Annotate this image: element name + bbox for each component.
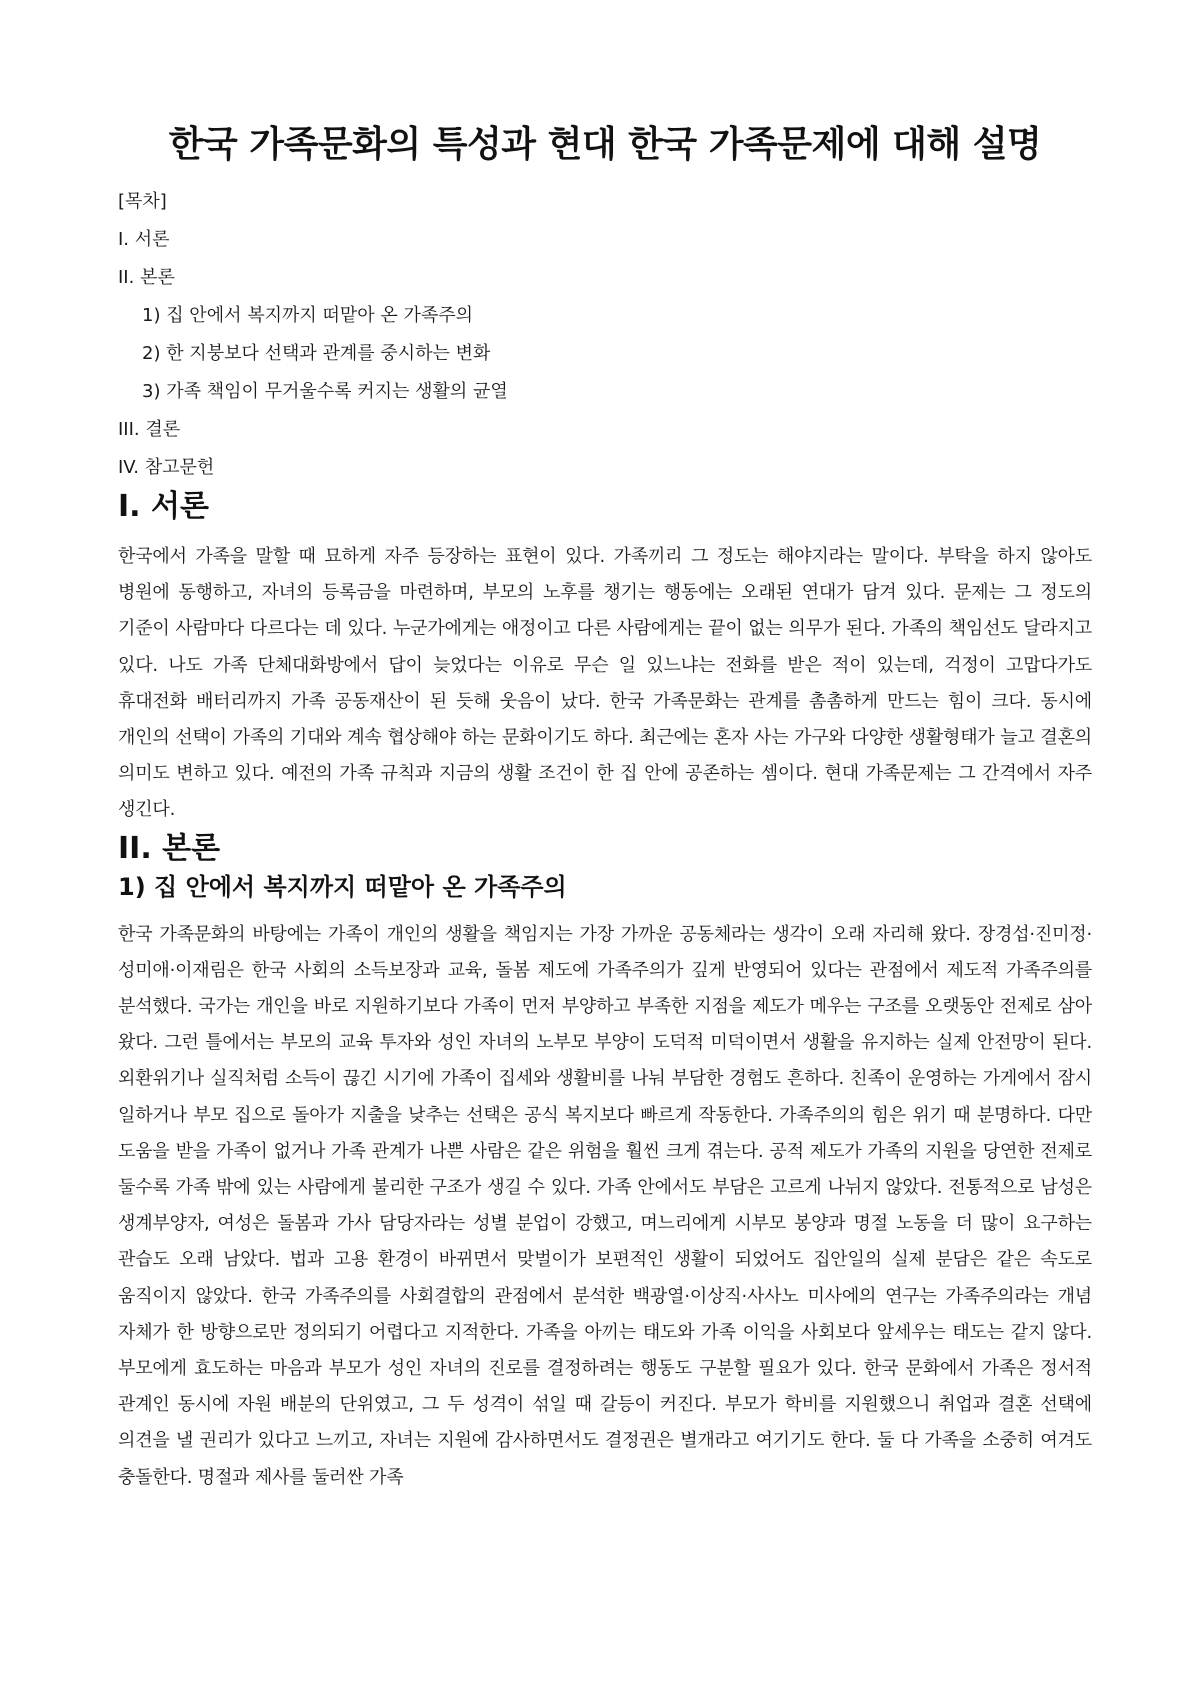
introduction-paragraph: 한국에서 가족을 말할 때 묘하게 자주 등장하는 표현이 있다. 가족끼리 그 정도는 해야지라는 말이다. 부탁을 하지 않아도 병원에 동행하고, 자녀의 등록금을 마련하며, 부모의 노후를 챙기는 행동에는 오래된 연대가 담겨 있다. 문제는 그 정도의 기준이 사람마다 다르다는 데 있다. 누군가에게는 애정이고 다른 사람에게는 끝이 없는 의무가 된다. 가족의 책임선도 달라지고 있다. 나도 가족 단체대화방에서 답이 늦었다는 이유로 무슨 일 있느냐는 전화를 받은 적이 있는데, 걱정이 고맙다가도 휴대전화 배터리까지 가족 공동재산이 된 듯해 웃음이 났다. 한국 가족문화는 관계를 촘촘하게 만드는 힘이 크다. 동시에 개인의 선택이 가족의 기대와 계속 협상해야 하는 문화이기도 하다. 최근에는 혼자 사는 가구와 다양한 생활형태가 늘고 결혼의 의미도 변하고 있다. 예전의 가족 규칙과 지금의 생활 조건이 한 집 안에 공존하는 셈이다. 현대 가족문제는 그 간격에서 자주 생긴다. [118,546,1092,821]
toc-item-references: IV. 참고문헌 [118,457,215,478]
toc-item-conclusion: III. 결론 [118,419,181,440]
toc-item-body-section-1: 1) 집 안에서 복지까지 떠맡아 온 가족주의 [142,305,474,326]
body-heading: II. 본론 [118,830,221,866]
toc-item-body-section-3: 3) 가족 책임이 무거울수록 커지는 생활의 균열 [142,381,508,402]
table-of-contents [118,183,1092,487]
toc-item-body: II. 본론 [118,267,175,288]
toc-heading: [목차] [118,191,167,212]
body-section-1-paragraph: 한국 가족문화의 바탕에는 가족이 개인의 생활을 책임지는 가장 가까운 공동체라는 생각이 오래 자리해 왔다. 장경섭·진미정·성미애·이재림은 한국 사회의 소득보장과 교육, 돌봄 제도에 가족주의가 깊게 반영되어 있다는 관점에서 제도적 가족주의를 분석했다. 국가는 개인을 바로 지원하기보다 가족이 먼저 부양하고 부족한 지점을 제도가 메우는 구조를 오랫동안 전제로 삼아 왔다. 그런 틀에서는 부모의 교육 투자와 성인 자녀의 노부모 부양이 도덕적 미덕이면서 생활을 유지하는 실제 안전망이 된다. 외환위기나 실직처럼 소득이 끊긴 시기에 가족이 집세와 생활비를 나눠 부담한 경험도 흔하다. 친족이 운영하는 가게에서 잠시 일하거나 부모 집으로 돌아가 지출을 낮추는 선택은 공식 복지보다 빠르게 작동한다. 가족주의의 힘은 위기 때 분명하다. 다만 도움을 받을 가족이 없거나 가족 관계가 나쁜 사람은 같은 위험을 훨씬 크게 겪는다. 공적 제도가 가족의 지원을 당연한 전제로 둘수록 가족 밖에 있는 사람에게 불리한 구조가 생길 수 있다. 가족 안에서도 부담은 고르게 나뉘지 않았다. 전통적으로 남성은 생계부양자, 여성은 돌봄과 가사 담당자라는 성별 분업이 강했고, 며느리에게 시부모 봉양과 명절 노동을 더 많이 요구하는 관습도 오래 남았다. 법과 고용 환경이 바뀌면서 맞벌이가 보편적인 생활이 되었어도 집안일의 실제 분담은 같은 속도로 움직이지 않았다. 한국 가족주의를 사회결합의 관점에서 분석한 백광열·이상직·사사노 미사에의 연구는 가족주의라는 개념 자체가 한 방향으로만 정의되기 어렵다고 지적한다. 가족을 아끼는 태도와 가족 이익을 사회보다 앞세우는 태도는 같지 않다. 부모에게 효도하는 마음과 부모가 성인 자녀의 진로를 결정하려는 행동도 구분할 필요가 있다. 한국 문화에서 가족은 정서적 관계인 동시에 자원 배분의 단위였고, 그 두 성격이 섞일 때 갈등이 커진다. 부모가 학비를 지원했으니 취업과 결혼 선택에 의견을 낼 권리가 있다고 느끼고, 자녀는 지원에 감사하면서도 결정권은 별개라고 여기기도 한다. 둘 다 가족을 소중히 여겨도 충돌한다. 명절과 제사를 둘러싼 가족 [118,923,1092,1488]
body-section-1-heading: 1) 집 안에서 복지까지 떠맡아 온 가족주의 [118,872,567,901]
introduction-heading: I. 서론 [118,489,209,524]
document-title: 한국 가족문화의 특성과 현대 한국 가족문제에 대해 설명 [168,124,1042,165]
toc-item-body-section-2: 2) 한 지붕보다 선택과 관계를 중시하는 변화 [142,343,491,364]
toc-item-introduction: I. 서론 [118,229,170,250]
